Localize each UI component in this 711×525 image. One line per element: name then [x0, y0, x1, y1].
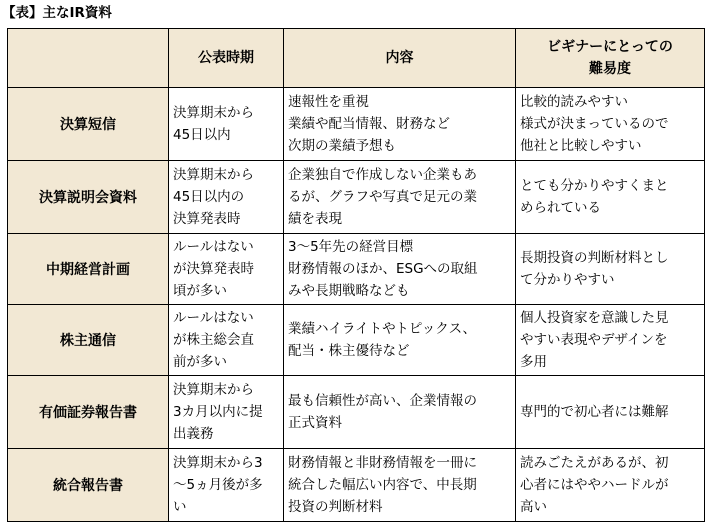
content-cell: 財務情報と非財務情報を一冊に 統合した幅広い内容で、中長期 投資の判断材料 [284, 449, 516, 522]
row-label: 中期経営計画 [8, 234, 169, 305]
content-cell: 3～5年先の経営目標 財務情報のほか、ESGへの取組 みや長期戦略なども [284, 234, 516, 305]
timing-cell: 決算期末から 3カ月以内に提 出義務 [169, 376, 284, 449]
content-cell: 企業独自で作成しない企業もあ るが、グラフや写真で足元の業 績を表現 [284, 161, 516, 234]
difficulty-cell: 長期投資の判断材料とし て分かりやすい [516, 234, 705, 305]
table-caption: 【表】主なIR資料 [2, 5, 112, 21]
timing-cell: ルールはない が決算発表時 頃が多い [169, 234, 284, 305]
table-row [8, 305, 705, 376]
difficulty-cell: とても分かりやすくまと められている [516, 161, 705, 234]
row-label: 決算説明会資料 [8, 161, 169, 234]
difficulty-cell: 読みごたえがあるが、初 心者にはややハードルが 高い [516, 449, 705, 522]
header-timing: 公表時期 [169, 29, 284, 88]
table-row [8, 234, 705, 305]
timing-cell: 決算期末から3 ～5ヵ月後が多 い [169, 449, 284, 522]
content-cell: 最も信頼性が高い、企業情報の 正式資料 [284, 376, 516, 449]
timing-cell: 決算期末から 45日以内の 決算発表時 [169, 161, 284, 234]
content-cell: 業績ハイライトやトピックス、 配当・株主優待など [284, 305, 516, 376]
table-row [8, 449, 705, 522]
timing-cell: 決算期末から 45日以内 [169, 88, 284, 161]
header-difficulty: ビギナーにとっての 難易度 [516, 29, 705, 88]
header-content: 内容 [284, 29, 516, 88]
difficulty-cell: 比較的読みやすい 様式が決まっているので 他社と比較しやすい [516, 88, 705, 161]
timing-cell: ルールはない が株主総会直 前が多い [169, 305, 284, 376]
row-label: 株主通信 [8, 305, 169, 376]
ir-documents-table [7, 28, 705, 522]
table-row [8, 161, 705, 234]
difficulty-cell: 専門的で初心者には難解 [516, 376, 705, 449]
row-label: 統合報告書 [8, 449, 169, 522]
row-label: 決算短信 [8, 88, 169, 161]
difficulty-cell: 個人投資家を意識した見 やすい表現やデザインを 多用 [516, 305, 705, 376]
header-row [8, 29, 705, 88]
table-row [8, 376, 705, 449]
table-row [8, 88, 705, 161]
content-cell: 速報性を重視 業績や配当情報、財務など 次期の業績予想も [284, 88, 516, 161]
header-blank [8, 29, 169, 88]
row-label: 有価証券報告書 [8, 376, 169, 449]
